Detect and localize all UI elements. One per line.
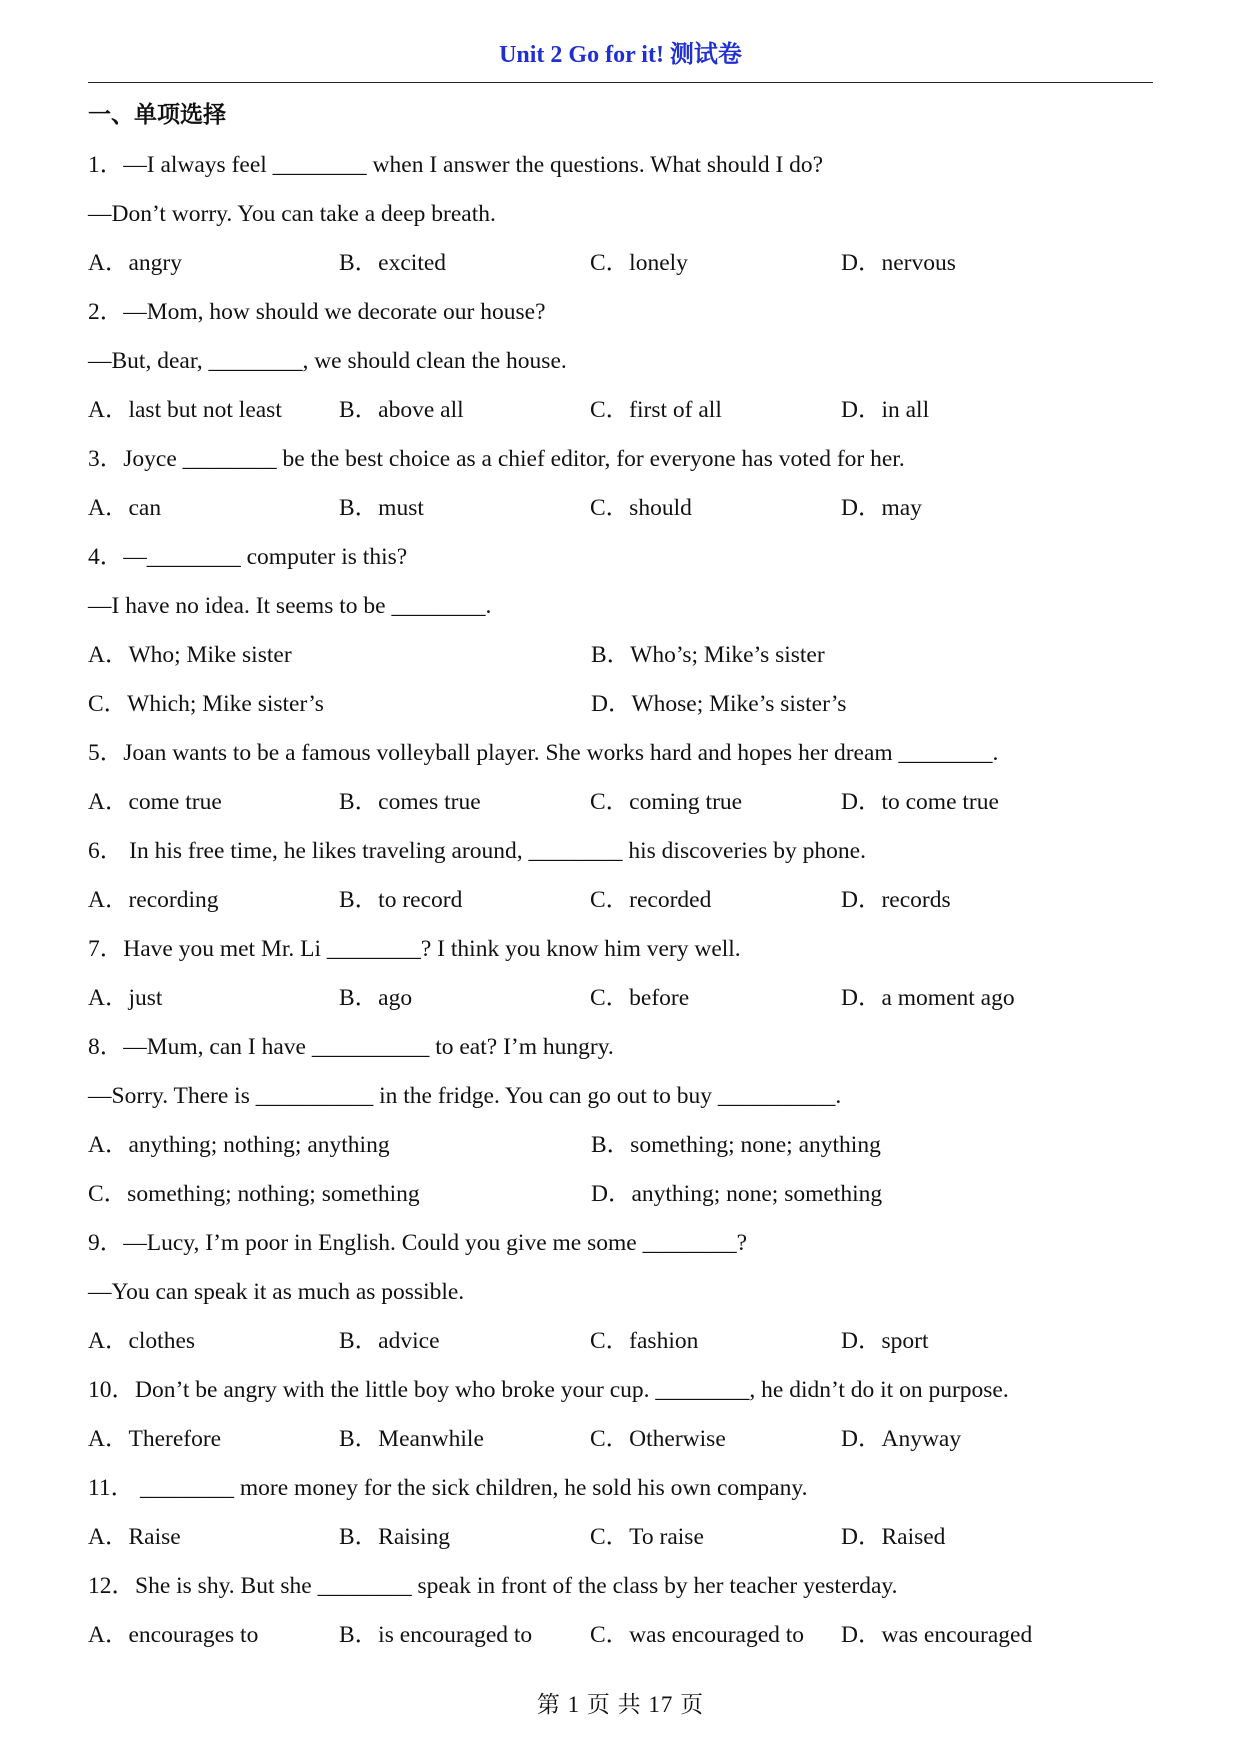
answer-option: C．should	[590, 495, 692, 521]
answer-options	[88, 239, 1158, 288]
question-text: —But, dear, ________, we should clean the house.	[88, 348, 567, 374]
question-text: 5．Joan wants to be a famous volleyball player. She works hard and hopes her dream ________.	[88, 740, 999, 766]
answer-option: B．advice	[339, 1328, 440, 1354]
answer-options	[88, 386, 1158, 435]
answer-option: D．was encouraged	[841, 1622, 1033, 1648]
answer-option: B．excited	[339, 250, 447, 276]
question-text: 9．—Lucy, I’m poor in English. Could you give me some ________?	[88, 1230, 748, 1256]
answer-option: B．Raising	[339, 1524, 450, 1550]
answer-option: B．is encouraged to	[339, 1622, 533, 1648]
answer-option: A．come true	[88, 789, 222, 815]
answer-option: B．must	[339, 495, 424, 521]
answer-options	[88, 876, 1158, 925]
answer-options	[88, 1121, 1158, 1170]
answer-option: D．anything; none; something	[591, 1181, 883, 1207]
answer-option: C．fashion	[590, 1328, 699, 1354]
question-text: 4．—________ computer is this?	[88, 544, 408, 570]
answer-option: A．anything; nothing; anything	[88, 1132, 390, 1158]
answer-option: C．lonely	[590, 250, 688, 276]
answer-option: B．to record	[339, 887, 463, 913]
answer-option: D．Whose; Mike’s sister’s	[591, 691, 847, 717]
answer-option: A．just	[88, 985, 163, 1011]
answer-option: B．something; none; anything	[591, 1132, 881, 1158]
answer-option: A．can	[88, 495, 162, 521]
answer-option: A．angry	[88, 250, 182, 276]
page-number: 第 1 页 共 17 页	[536, 1692, 705, 1717]
answer-option: D．records	[841, 887, 951, 913]
answer-options	[88, 778, 1158, 827]
answer-options	[88, 1317, 1158, 1366]
answer-option: A．Raise	[88, 1524, 181, 1550]
question-text: 8．—Mum, can I have __________ to eat? I’m hungry.	[88, 1034, 614, 1060]
question-text: 12．She is shy. But she ________ speak in front of the class by her teacher yesterday.	[88, 1573, 898, 1599]
answer-option: D．nervous	[841, 250, 956, 276]
question-text: 3．Joyce ________ be the best choice as a chief editor, for everyone has voted for her.	[88, 446, 905, 472]
answer-option: D．in all	[841, 397, 930, 423]
question-text: —Sorry. There is __________ in the fridge. You can go out to buy __________.	[88, 1083, 842, 1109]
answer-option: B．Meanwhile	[339, 1426, 484, 1452]
answer-option: C．coming true	[590, 789, 743, 815]
answer-option: A．recording	[88, 887, 219, 913]
question-text: 11． ________ more money for the sick children, he sold his own company.	[88, 1475, 808, 1501]
answer-options	[88, 1170, 1158, 1219]
answer-options	[88, 974, 1158, 1023]
answer-option: A．encourages to	[88, 1622, 259, 1648]
question-text: —You can speak it as much as possible.	[88, 1279, 465, 1305]
answer-options	[88, 1611, 1158, 1660]
answer-option: D．sport	[841, 1328, 929, 1354]
answer-option: C．first of all	[590, 397, 722, 423]
answer-option: D．may	[841, 495, 922, 521]
question-list	[88, 141, 1158, 1660]
header-divider	[88, 82, 1153, 83]
answer-option: C．was encouraged to	[590, 1622, 805, 1648]
question-text: —Don’t worry. You can take a deep breath.	[88, 201, 496, 227]
answer-option: C．Otherwise	[590, 1426, 726, 1452]
answer-options	[88, 484, 1158, 533]
answer-option: B．comes true	[339, 789, 481, 815]
answer-option: C．before	[590, 985, 690, 1011]
answer-option: D．a moment ago	[841, 985, 1015, 1011]
answer-option: D．Anyway	[841, 1426, 962, 1452]
answer-option: A．clothes	[88, 1328, 196, 1354]
answer-option: C．recorded	[590, 887, 712, 913]
answer-option: B．above all	[339, 397, 464, 423]
answer-option: C．Which; Mike sister’s	[88, 691, 324, 717]
answer-option: B．ago	[339, 985, 413, 1011]
question-text: —I have no idea. It seems to be ________.	[88, 593, 492, 619]
answer-option: B．Who’s; Mike’s sister	[591, 642, 825, 668]
answer-option: A．Who; Mike sister	[88, 642, 292, 668]
answer-options	[88, 1513, 1158, 1562]
answer-option: A．last but not least	[88, 397, 282, 423]
answer-options	[88, 631, 1158, 680]
section-title: 一、单项选择	[88, 102, 226, 128]
question-text: 6． In his free time, he likes traveling around, ________ his discoveries by phone.	[88, 838, 866, 864]
question-text: 2．—Mom, how should we decorate our house?	[88, 299, 546, 325]
answer-option: C．To raise	[590, 1524, 704, 1550]
answer-option: D．Raised	[841, 1524, 946, 1550]
answer-option: A．Therefore	[88, 1426, 222, 1452]
answer-option: D．to come true	[841, 789, 999, 815]
question-text: 1．—I always feel ________ when I answer the questions. What should I do?	[88, 152, 824, 178]
page-title: Unit 2 Go for it! 测试卷	[499, 42, 742, 68]
answer-option: C．something; nothing; something	[88, 1181, 420, 1207]
answer-options	[88, 680, 1158, 729]
answer-options	[88, 1415, 1158, 1464]
question-text: 7．Have you met Mr. Li ________? I think you know him very well.	[88, 936, 741, 962]
question-text: 10．Don’t be angry with the little boy who broke your cup. ________, he didn’t do it on purpose.	[88, 1377, 1009, 1403]
